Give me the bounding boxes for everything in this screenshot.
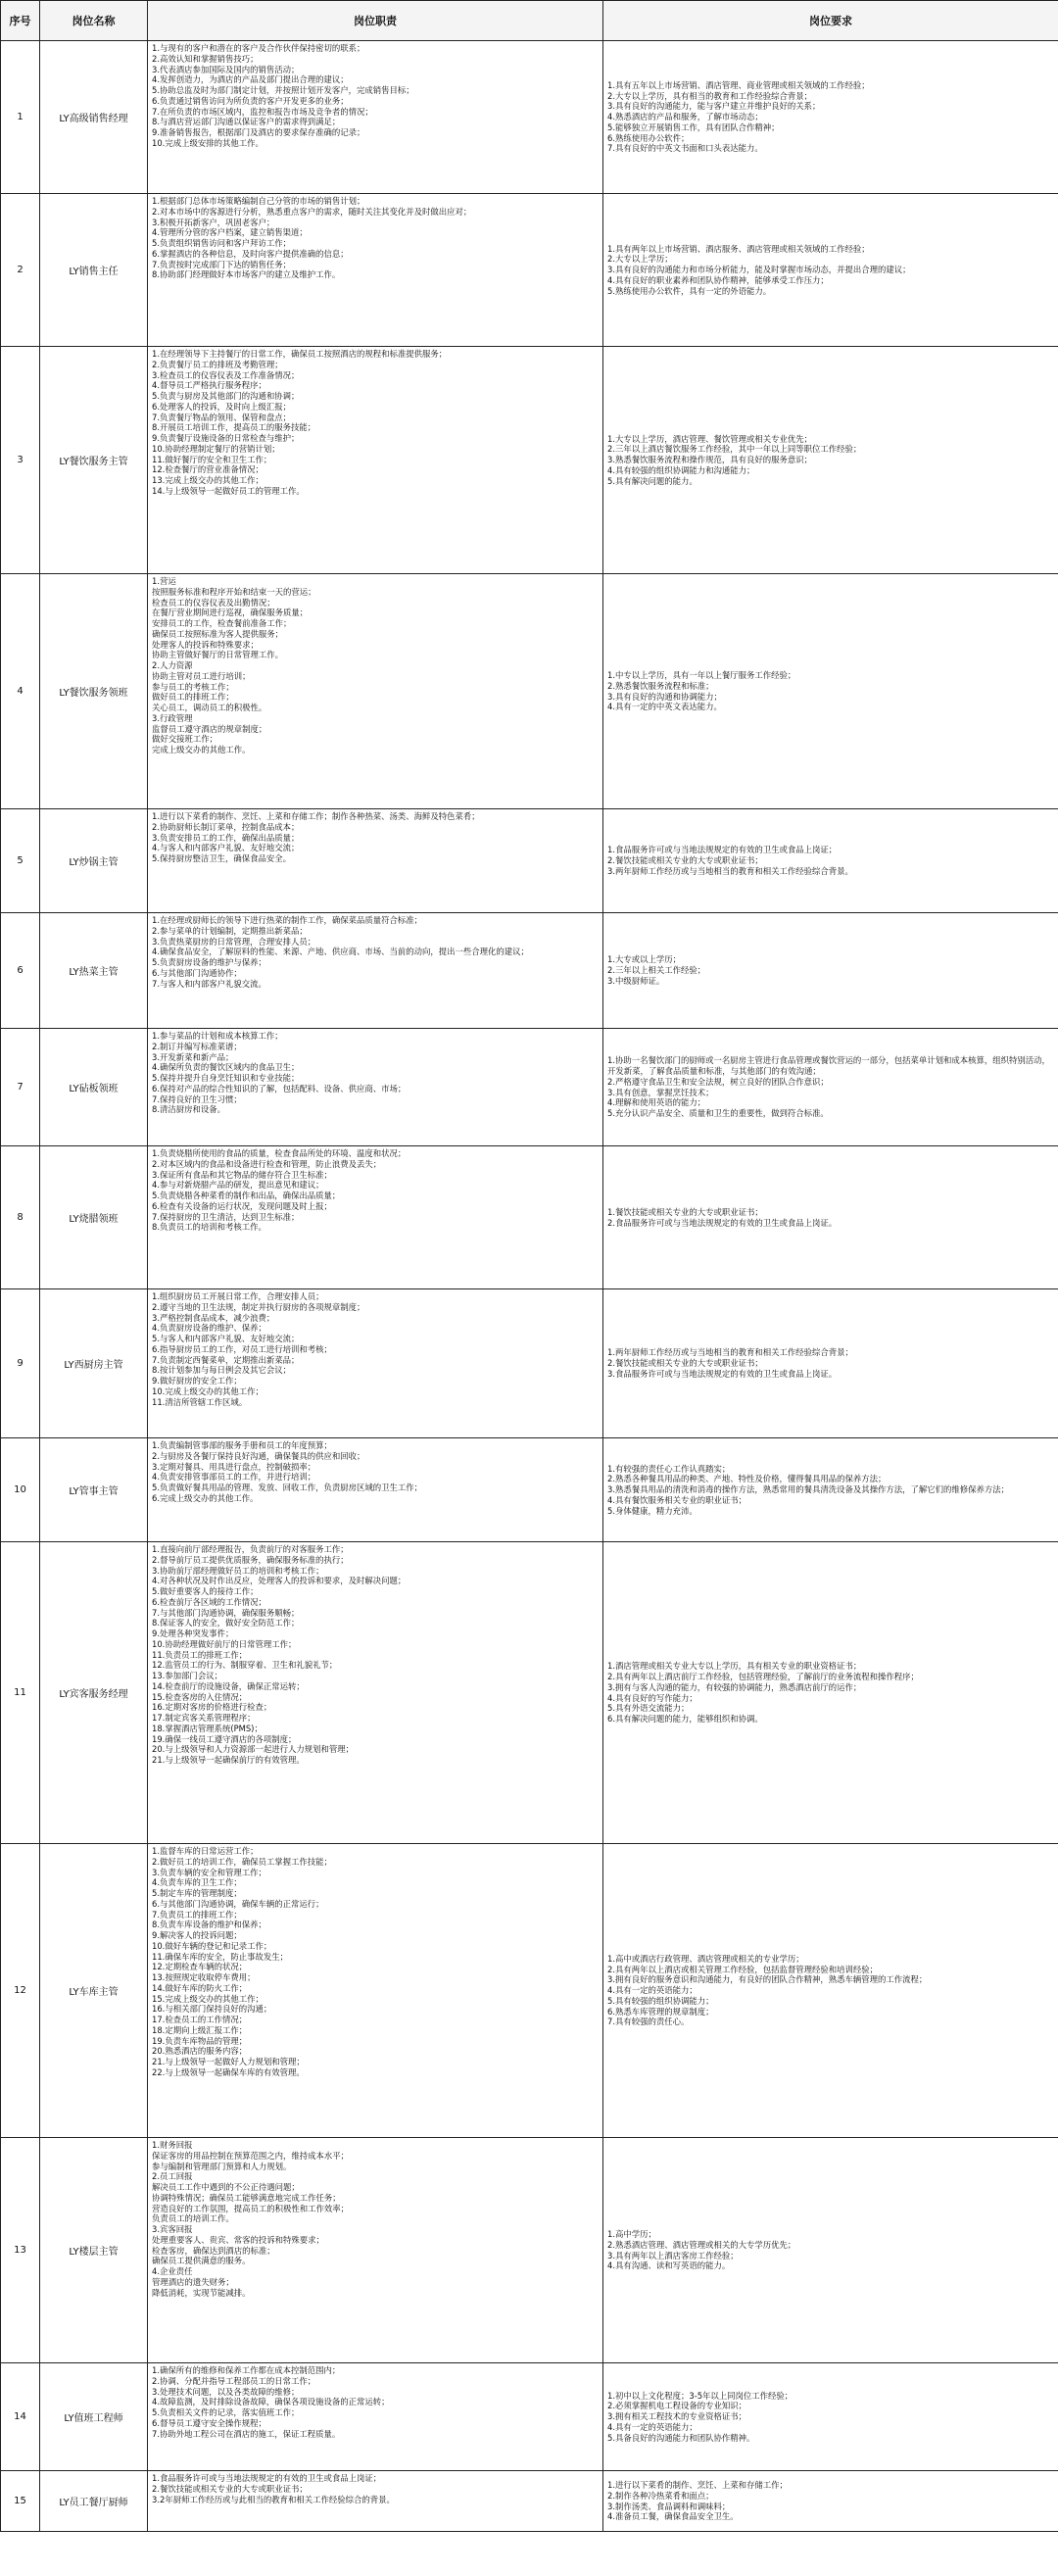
role-requirements: 1.具有两年以上市场营销、酒店服务、酒店管理或相关领域的工作经验； 2.大专以上学历； 3.具有良好的沟通能力和市场分析能力，能及时掌握市场动态，并提出合理的建议； 4.具有良好的职业素养和团队协作精神，能够承受工作压力； 5.熟练使用办公软件，具有一定的外语能力。 (603, 194, 1058, 347)
role-duties: 1.财务回报 保证客房的用品控制在预算范围之内，维持成本水平； 参与编制和管理部门预算和人力规划。 2.员工回报 解决员工工作中遇到的不公正待遇问题； 协调特殊情况；确保员工能够满意地完成工作任务； 营造良好的工作氛围，提高员工的积极性和工作效率； 负责员工的培训工作。 3.宾客回报 处理重要客人、贵宾、常客的投诉和特殊要求； 检查客房，确保达到酒店的标准； 确保员工提供满意的服务。 4.企业责任 管理酒店的遗失财务； 降低消耗，实现节能减排。 (148, 2138, 603, 2363)
table-row (1, 574, 1058, 809)
role-name: LY餐饮服务领班 (40, 574, 148, 809)
row-number: 10 (1, 1438, 40, 1542)
role-name: LY销售主任 (40, 194, 148, 347)
role-duties: 1.负责编制管事部的服务手册和员工的年度预算； 2.与厨房及各餐厅保持良好沟通，确保餐具的供应和回收； 3.定期对餐具、用具进行盘点，控制破损率； 4.负责安排管事部员工的工作，并进行培训； 5.负责做好餐具用品的管理、发放、回收工作，负责厨房区域的卫生工作； 6.完成上级交办的其他工作。 (148, 1438, 603, 1542)
role-requirements: 1.两年厨师工作经历或与当地相当的教育和相关工作经验综合背景； 2.餐饮技能或相关专业的大专或职业证书； 3.食品服务许可或与当地法规规定的有效的卫生或食品上岗证。 (603, 1289, 1058, 1438)
table-row (1, 41, 1058, 194)
role-requirements: 1.大专或以上学历； 2.三年以上相关工作经验； 3.中级厨师证。 (603, 913, 1058, 1029)
row-number: 3 (1, 347, 40, 574)
role-name: LY西厨房主管 (40, 1289, 148, 1438)
table-row (1, 1029, 1058, 1146)
role-name: LY热菜主管 (40, 913, 148, 1029)
row-number: 7 (1, 1029, 40, 1146)
row-number: 5 (1, 809, 40, 913)
role-duties: 1.进行以下菜肴的制作、烹饪、上菜和存储工作；制作各种热菜、汤类、海鲜及特色菜肴； 2.协助厨师长制订菜单，控制食品成本； 3.负责安排员工的工作，确保出品质量； 4.与客人和内部客户礼貌、友好地交流； 5.保持厨房整洁卫生，确保食品安全。 (148, 809, 603, 913)
row-number: 6 (1, 913, 40, 1029)
role-duties: 1.参与菜品的计划和成本核算工作； 2.制订并编写标准菜谱； 3.开发新菜和新产品； 4.确保所负责的餐饮区域内的食品卫生； 5.保持并提升自身烹饪知识和专业技能； 6.保持对产品的综合性知识的了解，包括配料、设备、供应商、市场； 7.保持良好的卫生习惯； 8.清洁厨房和设备。 (148, 1029, 603, 1146)
row-number: 13 (1, 2138, 40, 2363)
role-duties: 1.直接向前厅部经理报告，负责前厅的对客服务工作； 2.督导前厅员工提供优质服务，确保服务标准的执行； 3.协助前厅部经理做好员工的培训和考核工作； 4.对各种状况及时作出反应，处理客人的投诉和要求，及时解决问题； 5.做好重要客人的接待工作； 6.检查前厅各区域的工作情况； 7.与其他部门沟通协调，确保服务顺畅； 8.保证客人的安全，做好安全防范工作； 9.处理各种突发事件； 10.协助经理做好前厅的日常管理工作； 11.负责员工的排班工作； 12.监管员工的行为、制服穿着、卫生和礼貌礼节； 13.参加部门会议； 14.检查前厅的设施设备，确保正常运转； 15.检查客房的入住情况； 16.定期对客房的价格进行检查； 17.制定宾客关系管理程序； 18.掌握酒店管理系统(PMS)； 19.确保一线员工遵守酒店的各项制度； 20.与上级领导和人力资源部一起进行人力规划和管理； 21.与上级领导一起确保前厅的有效管理。 (148, 1542, 603, 1844)
role-requirements: 1.有较强的责任心工作认真踏实； 2.熟悉各种餐具用品的种类、产地、特性及价格，懂得餐具用品的保养方法； 3.熟悉餐具用品的清洗和消毒的操作方法，熟悉常用的餐具清洗设备及其操作方法，了解它们的维修保养方法； 4.具有餐饮服务相关专业的职业证书； 5.身体健康，精力充沛。 (603, 1438, 1058, 1542)
header-duty: 岗位职责 (148, 1, 603, 41)
role-duties: 1.组织厨房员工开展日常工作，合理安排人员； 2.遵守当地的卫生法规，制定并执行厨房的各项规章制度； 3.严格控制食品成本，减少浪费； 4.负责厨房设备的维护、保养； 5.与客人和内部客户礼貌、友好地交流； 6.指导厨房员工的工作，对员工进行培训和考核； 7.负责制定西餐菜单，定期推出新菜品； 8.按计划参加与每日例会及其它会议； 9.做好厨房的安全工作； 10.完成上级交办的其他工作； 11.清洁所管辖工作区域。 (148, 1289, 603, 1438)
row-number: 8 (1, 1146, 40, 1289)
role-name: LY砧板领班 (40, 1029, 148, 1146)
table-row (1, 1542, 1058, 1844)
table-row (1, 1844, 1058, 2138)
role-duties: 1.确保所有的维修和保养工作都在成本控制范围内； 2.协调、分配并指导工程部员工的日常工作； 3.处理技术问题，以及各类故障的维修； 4.故障监测，及时排除设备故障，确保各项设施设备的正常运转； 5.负责相关文件的记录，落实值班工作； 6.督导员工遵守安全操作规程； 7.协助外地工程公司在酒店的施工，保证工程质量。 (148, 2363, 603, 2471)
role-duties: 1.负责烧腊所使用的食品的质量，检查食品所处的环境、温度和状况； 2.对本区域内的食品和设备进行检查和管理，防止浪费及丢失； 3.保证所有食品和其它物品的储存符合卫生标准； 4.参与对新烧腊产品的研发，提出意见和建议； 5.负责烧腊各种菜肴的制作和出品，确保出品质量； 6.检查有关设备的运行状况，发现问题及时上报； 7.保持厨房的卫生清洁，达到卫生标准； 8.负责员工的培训和考核工作。 (148, 1146, 603, 1289)
role-duties: 1.监督车库的日常运营工作； 2.做好员工的培训工作，确保员工掌握工作技能； 3.负责车辆的安全和管理工作； 4.负责车库的卫生工作； 5.制定车库的管理制度； 6.与其他部门沟通协调，确保车辆的正常运行； 7.负责员工的排班工作； 8.负责车库设备的维护和保养； 9.解决客人的投诉问题； 10.做好车辆的登记和记录工作； 11.确保车库的安全，防止事故发生； 12.定期检查车辆的状况； 13.按照规定收取停车费用； 14.做好车库的防火工作； 15.完成上级交办的其他工作； 16.与相关部门保持良好的沟通； 17.检查员工的工作情况； 18.定期向上级汇报工作； 19.负责车库物品的管理； 20.熟悉酒店的服务内容； 21.与上级领导一起做好人力规划和管理； 22.与上级领导一起确保车库的有效管理。 (148, 1844, 603, 2138)
role-duties: 1.在经理领导下主持餐厅的日常工作，确保员工按照酒店的规程和标准提供服务； 2.负责餐厅员工的排班及考勤管理； 3.检查员工的仪容仪表及工作准备情况； 4.督导员工严格执行服务程序； 5.负责与厨房及其他部门的沟通和协调； 6.处理客人的投诉，及时向上级汇报； 7.负责餐厅物品的领用、保管和盘点； 8.开展员工培训工作，提高员工的服务技能； 9.负责餐厅设施设备的日常检查与维护； 10.协助经理制定餐厅的营销计划； 11.做好餐厅的安全和卫生工作； 12.检查餐厅的营业准备情况； 13.完成上级交办的其他工作； 14.与上级领导一起做好员工的管理工作。 (148, 347, 603, 574)
role-name: LY餐饮服务主管 (40, 347, 148, 574)
table-row (1, 809, 1058, 913)
role-duties: 1.食品服务许可或与当地法规规定的有效的卫生或食品上岗证； 2.餐饮技能或相关专业的大专或职业证书； 3.2年厨师工作经历或与此相当的教育和相关工作经验综合的背景。 (148, 2471, 603, 2532)
table-row (1, 2363, 1058, 2471)
row-number: 15 (1, 2471, 40, 2532)
row-number: 11 (1, 1542, 40, 1844)
row-number: 12 (1, 1844, 40, 2138)
row-number: 1 (1, 41, 40, 194)
table-row (1, 347, 1058, 574)
role-requirements: 1.餐饮技能或相关专业的大专或职业证书； 2.食品服务许可或与当地法规规定的有效的卫生或食品上岗证。 (603, 1146, 1058, 1289)
row-number: 2 (1, 194, 40, 347)
role-requirements: 1.协助一名餐饮部门的厨师或一名厨房主管进行食品管理或餐饮营运的一部分，包括菜单计划和成本核算，组织特别活动，开发新菜，了解食品质量和标准，与其他部门的有效沟通； 2.严格遵守食品卫生和安全法规，树立良好的团队合作意识； 3.具有创意，掌握烹饪技术； 4.理解和使用英语的能力； 5.充分认识产品安全、质量和卫生的重要性，做到符合标准。 (603, 1029, 1058, 1146)
row-number: 9 (1, 1289, 40, 1438)
role-requirements: 1.具有五年以上市场营销、酒店管理、商业管理或相关领域的工作经验； 2.大专以上学历，具有相当的教育和工作经验综合背景； 3.具有良好的沟通能力，能与客户建立并维护良好的关系； 4.熟悉酒店的产品和服务，了解市场动态； 5.能够独立开展销售工作，具有团队合作精神； 6.熟练使用办公软件； 7.具有良好的中英文书面和口头表达能力。 (603, 41, 1058, 194)
table-row (1, 2471, 1058, 2532)
role-requirements: 1.中专以上学历，具有一年以上餐厅服务工作经验； 2.熟悉餐饮服务流程和标准； 3.具有良好的沟通和协调能力； 4.具有一定的中英文表达能力。 (603, 574, 1058, 809)
table-row (1, 1146, 1058, 1289)
role-duties: 1.根据部门总体市场策略编制自己分管的市场的销售计划； 2.对本市场中的客源进行分析，熟悉重点客户的需求，随时关注其变化并及时做出应对； 3.积极开拓新客户，巩固老客户； 4.管理所分管的客户档案，建立销售渠道； 5.负责组织销售访问和客户拜访工作； 6.掌握酒店的各种信息，及时向客户提供准确的信息； 7.负责按时完成部门下达的销售任务； 8.协助部门经理做好本市场客户的建立及维护工作。 (148, 194, 603, 347)
role-requirements: 1.进行以下菜肴的制作、烹饪、上菜和存储工作； 2.制作各种冷热菜肴和面点； 3.制作汤类、食品调料和调味料； 4.准备员工餐，确保食品安全卫生。 (603, 2471, 1058, 2532)
role-requirements: 1.酒店管理或相关专业大专以上学历，具有相关专业的职业资格证书； 2.具有两年以上酒店前厅工作经验，包括管理经验，了解前厅的业务流程和操作程序； 3.拥有与客人沟通的能力，有较强的协调能力，熟悉酒店前厅的运作； 4.具有良好的写作能力； 5.具有外语交流能力； 6.具有解决问题的能力，能够组织和协调。 (603, 1542, 1058, 1844)
role-requirements: 1.初中以上文化程度；3-5年以上同岗位工作经验； 2.必须掌握机电工程设备的专业知识； 3.拥有相关工程技术的专业资格证书； 4.具有一定的英语能力； 5.具备良好的沟通能力和团队协作精神。 (603, 2363, 1058, 2471)
header-row (1, 1, 1058, 41)
role-name: LY烧腊领班 (40, 1146, 148, 1289)
table-row (1, 1289, 1058, 1438)
role-name: LY炒锅主管 (40, 809, 148, 913)
header-req: 岗位要求 (603, 1, 1058, 41)
role-requirements: 1.高中或酒店行政管理、酒店管理或相关的专业学历； 2.具有两年以上酒店或相关管理工作经验，包括监督管理经验和培训经验； 3.拥有良好的服务意识和沟通能力，有良好的团队合作精神，熟悉车辆管理的工作流程； 4.具有一定的英语能力； 5.具有较强的组织协调能力； 6.熟悉车库管理的规章制度； 7.具有较强的责任心。 (603, 1844, 1058, 2138)
role-name: LY车库主管 (40, 1844, 148, 2138)
role-requirements: 1.高中学历； 2.熟悉酒店管理、酒店管理或相关的大专学历优先； 3.具有两年以上酒店客房工作经验； 4.具有沟通、读和写英语的能力。 (603, 2138, 1058, 2363)
role-name: LY宾客服务经理 (40, 1542, 148, 1844)
header-no: 序号 (1, 1, 40, 41)
header-role: 岗位名称 (40, 1, 148, 41)
table-row (1, 913, 1058, 1029)
role-duties: 1.与现有的客户和潜在的客户及合作伙伴保持密切的联系； 2.高效认知和掌握销售技巧； 3.代表酒店参加国际及国内的销售活动； 4.发挥创造力，为酒店的产品及部门提出合理的建议； 5.协助总监及时为部门制定计划，并按照计划开发客户，完成销售目标； 6.负责通过销售访问为所负责的客户开发更多的业务； 7.在所负责的市场区域内，监控和报告市场及竞争者的情况； 8.与酒店营运部门沟通以保证客户的需求得到满足； 9.准备销售报告，根据部门及酒店的要求保存准确的记录； 10.完成上级安排的其他工作。 (148, 41, 603, 194)
role-requirements: 1.大专以上学历，酒店管理、餐饮管理或相关专业优先； 2.三年以上酒店餐饮服务工作经验，其中一年以上同等职位工作经验； 3.熟悉餐饮服务流程和操作规范，具有良好的服务意识； 4.具有较强的组织协调能力和沟通能力； 5.具有解决问题的能力。 (603, 347, 1058, 574)
role-requirements: 1.食品服务许可或与当地法规规定的有效的卫生或食品上岗证； 2.餐饮技能或相关专业的大专或职业证书； 3.两年厨师工作经历或与当地相当的教育和相关工作经验综合背景。 (603, 809, 1058, 913)
role-name: LY高级销售经理 (40, 41, 148, 194)
role-name: LY楼层主管 (40, 2138, 148, 2363)
role-name: LY员工餐厅厨师 (40, 2471, 148, 2532)
role-duties: 1.营运 按照服务标准和程序开始和结束一天的营运； 检查员工的仪容仪表及出勤情况； 在餐厅营业期间进行巡视，确保服务质量； 安排员工的工作，检查餐前准备工作； 确保员工按照标准为客人提供服务； 处理客人的投诉和特殊要求； 协助主管做好餐厅的日常管理工作。 2.人力资源 协助主管对员工进行培训； 参与员工的考核工作； 做好员工的排班工作； 关心员工，调动员工的积极性。 3.行政管理 监督员工遵守酒店的规章制度； 做好交接班工作； 完成上级交办的其他工作。 (148, 574, 603, 809)
row-number: 14 (1, 2363, 40, 2471)
role-name: LY管事主管 (40, 1438, 148, 1542)
table-row (1, 1438, 1058, 1542)
table-row (1, 194, 1058, 347)
role-duties: 1.在经理或厨师长的领导下进行热菜的制作工作，确保菜品质量符合标准； 2.参与菜单的计划编制，定期推出新菜品； 3.负责热菜厨房的日常管理，合理安排人员； 4.确保食品安全，了解原料的性能、来源、产地、供应商、市场、当前的动向，提出一些合理化的建议； 5.负责厨房设备的维护与保养； 6.与其他部门沟通协作； 7.与客人和内部客户礼貌交流。 (148, 913, 603, 1029)
role-name: LY值班工程师 (40, 2363, 148, 2471)
table-row (1, 2138, 1058, 2363)
row-number: 4 (1, 574, 40, 809)
